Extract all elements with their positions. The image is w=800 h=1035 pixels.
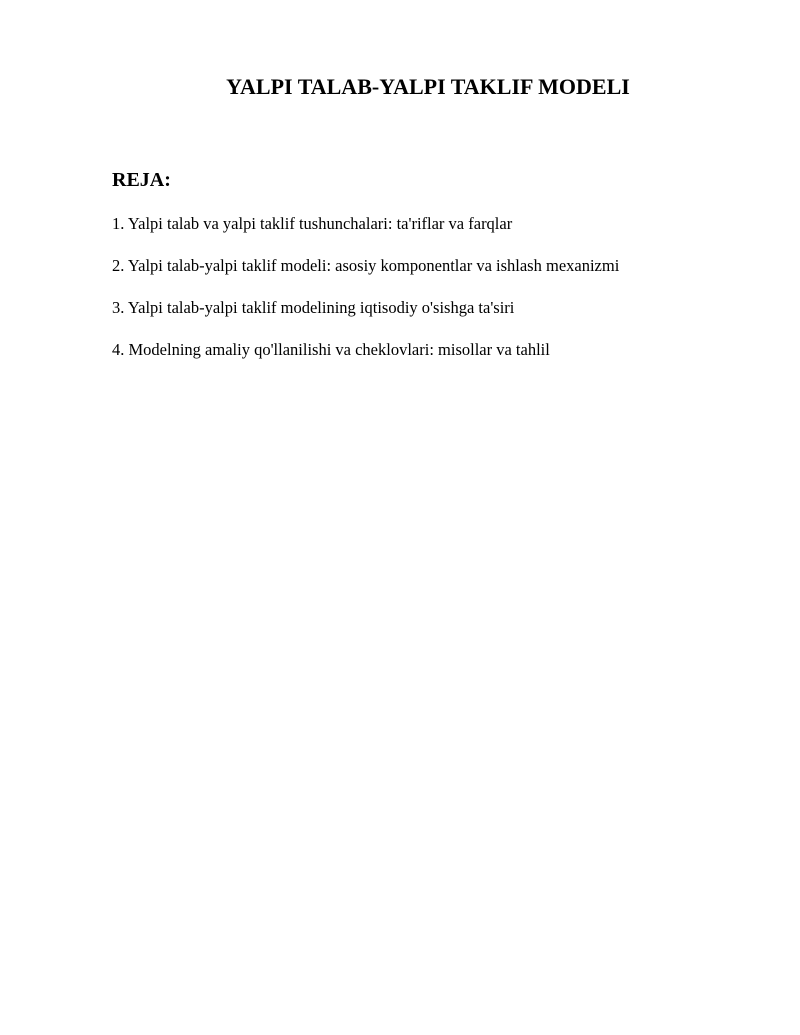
plan-item-2: 2. Yalpi talab-yalpi taklif modeli: asosiy komponentlar va ishlash mexanizmi [112, 256, 620, 275]
plan-item-3: 3. Yalpi talab-yalpi taklif modelining iqtisodiy o'sishga ta'siri [112, 298, 515, 317]
plan-item-1: 1. Yalpi talab va yalpi taklif tushunchalari: ta'riflar va farqlar [112, 214, 513, 233]
plan-heading: REJA: [112, 169, 171, 191]
document-title: YALPI TALAB-YALPI TAKLIF MODELI [226, 74, 630, 99]
plan-list [112, 213, 619, 381]
plan-item-4: 4. Modelning amaliy qo'llanilishi va cheklovlari: misollar va tahlil [112, 340, 550, 359]
